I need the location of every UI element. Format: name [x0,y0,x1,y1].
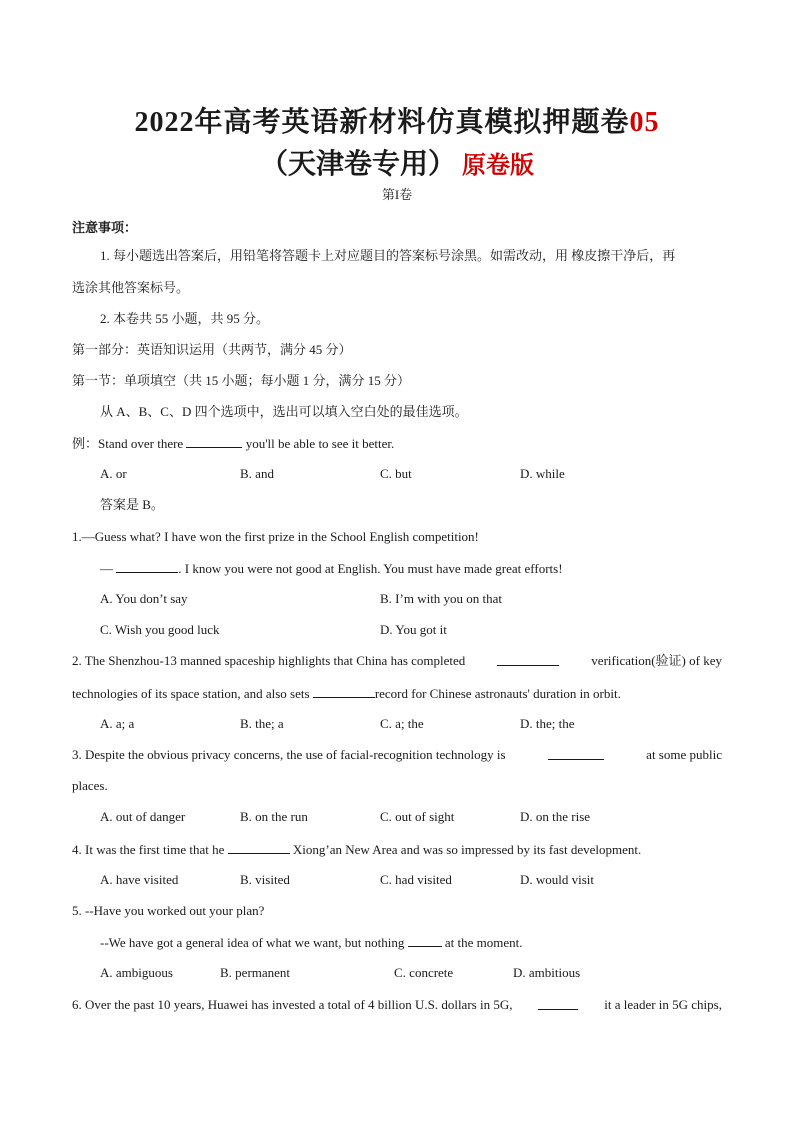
example-option-a: A. or [100,466,127,481]
question-2-option-c: C. a; the [380,716,424,731]
answer-blank [548,747,604,760]
question-3-option-c: C. out of sight [380,809,455,824]
title-version-tag: 原卷版 [462,153,534,179]
example-answer: 答案是 B。 [100,497,164,512]
notice-item-1-cont: 选涂其他答案标号。 [72,280,190,295]
question-2-option-a: A. a; a [100,716,135,731]
question-4-option-c: C. had visited [380,872,452,887]
question-4-stem: 4. It was the first time that he Xiong’an New Area and was so impressed by its fast development. [72,842,642,857]
question-1-option-b: B. I’m with you on that [380,591,503,606]
answer-blank [186,435,242,448]
question-1-reply: — . I know you were not good at English. You must have made great efforts! [100,561,563,576]
answer-blank [313,685,375,698]
part-heading: 第一部分：英语知识运用（共两节，满分 45 分） [72,342,352,357]
question-6-stem: 6. Over the past 10 years, Huawei has invested a total of 4 billion U.S. dollars in 5G, it a leader in 5G chips, [72,997,722,1012]
title-region: （天津卷专用） [259,149,456,180]
section-heading: 第一节：单项填空（共 15 小题；每小题 1 分，满分 15 分） [72,373,411,388]
question-3-stem-cont: places. [72,778,108,793]
volume-label: 第I卷 [381,187,413,202]
title-text: 2022年高考英语新材料仿真模拟押题卷 [134,107,630,138]
exam-title [0,100,794,140]
notice-heading: 注意事项： [72,220,138,235]
instruction-text: 从 A、B、C、D 四个选项中，选出可以填入空白处的最佳选项。 [100,404,468,419]
question-5-option-c: C. concrete [394,965,454,980]
question-1-stem: 1.—Guess what? I have won the first prize in the School English competition! [72,529,479,544]
question-2-option-b: B. the; a [240,716,284,731]
example-option-b: B. and [240,466,274,481]
answer-blank [538,997,578,1010]
question-2-stem: 2. The Shenzhou-13 manned spaceship highlights that China has completed verification(验证) of key [72,653,722,668]
question-4-option-a: A. have visited [100,872,179,887]
question-5-option-a: A. ambiguous [100,965,173,980]
question-5-option-d: D. ambitious [513,965,581,980]
question-2-option-d: D. the; the [520,716,575,731]
question-1-option-a: A. You don’t say [100,591,188,606]
question-3-stem: 3. Despite the obvious privacy concerns, the use of facial-recognition technology is at some public [72,747,722,762]
example-option-c: C. but [380,466,412,481]
answer-blank [497,653,559,666]
answer-blank [408,934,442,947]
exam-subtitle [0,142,794,182]
example-option-d: D. while [520,466,565,481]
notice-item-1: 1. 每小题选出答案后，用铅笔将答题卡上对应题目的答案标号涂黑。如需改动，用 橡皮擦干净后，再 [100,248,676,263]
example-stem: 例：Stand over there you'll be able to see it better. [72,436,395,451]
notice-item-2: 2. 本卷共 55 小题，共 95 分。 [100,311,270,326]
question-1-option-c: C. Wish you good luck [100,622,220,637]
question-5-reply: --We have got a general idea of what we want, but nothing at the moment. [100,935,523,950]
question-5-stem: 5. --Have you worked out your plan? [72,903,265,918]
question-3-option-b: B. on the run [240,809,308,824]
question-4-option-d: D. would visit [520,872,595,887]
question-3-option-d: D. on the rise [520,809,591,824]
answer-blank [228,841,290,854]
question-2-stem-cont: technologies of its space station, and also sets record for Chinese astronauts' duration in orbit. [72,686,621,701]
answer-blank [116,560,178,573]
question-1-option-d: D. You got it [380,622,447,637]
question-5-option-b: B. permanent [220,965,291,980]
question-4-option-b: B. visited [240,872,290,887]
question-3-option-a: A. out of danger [100,809,186,824]
title-number: 05 [629,107,660,138]
